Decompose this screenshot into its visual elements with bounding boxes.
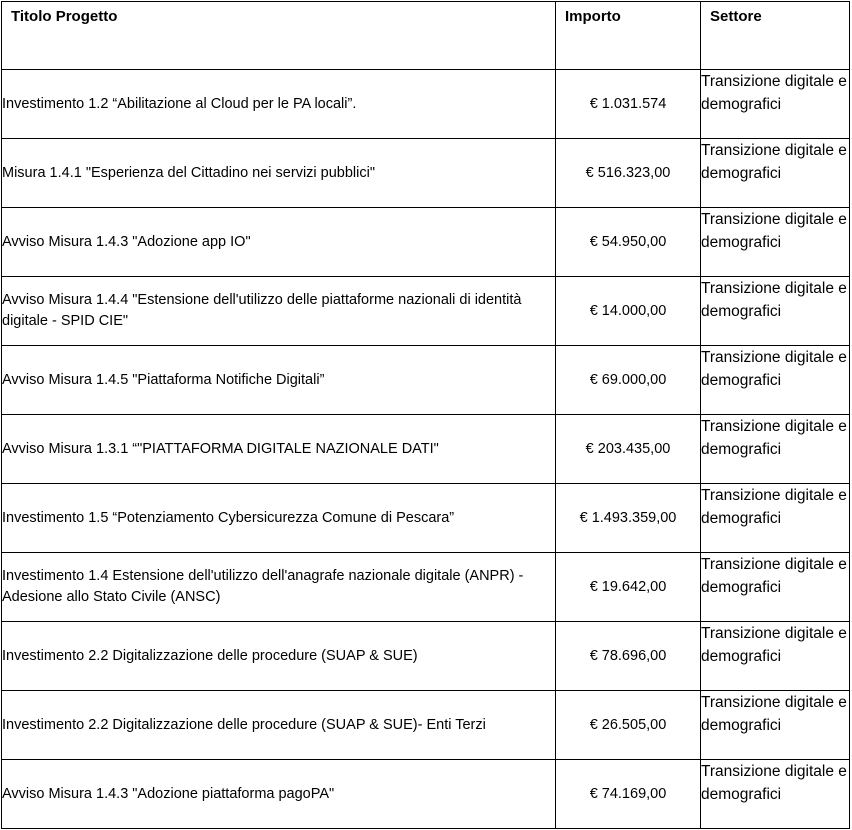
table-row — [2, 346, 850, 415]
table-row — [2, 622, 850, 691]
project-sector-cell: Transizione digitale e demografici — [701, 415, 850, 484]
table-row — [2, 415, 850, 484]
project-sector-cell: Transizione digitale e demografici — [701, 553, 850, 622]
table-row — [2, 70, 850, 139]
project-title-cell: Misura 1.4.1 "Esperienza del Cittadino nei servizi pubblici" — [2, 139, 556, 208]
project-title-cell: Avviso Misura 1.4.4 "Estensione dell'utilizzo delle piattaforme nazionali di identità digitale - SPID CIE" — [2, 277, 556, 346]
project-amount-cell: € 203.435,00 — [556, 415, 701, 484]
project-amount-cell: € 74.169,00 — [556, 760, 701, 829]
column-header-sector: Settore — [701, 2, 850, 70]
project-sector-cell: Transizione digitale e demografici — [701, 622, 850, 691]
project-title-cell: Investimento 1.5 “Potenziamento Cybersicurezza Comune di Pescara” — [2, 484, 556, 553]
project-amount-cell: € 78.696,00 — [556, 622, 701, 691]
project-title-cell: Investimento 2.2 Digitalizzazione delle procedure (SUAP & SUE) — [2, 622, 556, 691]
projects-table — [1, 1, 850, 829]
project-sector-cell: Transizione digitale e demografici — [701, 277, 850, 346]
project-amount-cell: € 516.323,00 — [556, 139, 701, 208]
table-row — [2, 691, 850, 760]
table-row — [2, 760, 850, 829]
project-sector-cell: Transizione digitale e demografici — [701, 691, 850, 760]
table-row — [2, 553, 850, 622]
table-row — [2, 208, 850, 277]
project-amount-cell: € 26.505,00 — [556, 691, 701, 760]
table-row — [2, 484, 850, 553]
project-amount-cell: € 1.031.574 — [556, 70, 701, 139]
project-title-cell: Investimento 2.2 Digitalizzazione delle procedure (SUAP & SUE)- Enti Terzi — [2, 691, 556, 760]
project-sector-cell: Transizione digitale e demografici — [701, 70, 850, 139]
table-row — [2, 139, 850, 208]
column-header-amount: Importo — [556, 2, 701, 70]
project-amount-cell: € 54.950,00 — [556, 208, 701, 277]
project-sector-cell: Transizione digitale e demografici — [701, 484, 850, 553]
project-amount-cell: € 1.493.359,00 — [556, 484, 701, 553]
table-header-row — [2, 2, 850, 70]
column-header-title: Titolo Progetto — [2, 2, 556, 70]
project-sector-cell: Transizione digitale e demografici — [701, 760, 850, 829]
project-amount-cell: € 19.642,00 — [556, 553, 701, 622]
project-title-cell: Avviso Misura 1.4.3 "Adozione piattaforma pagoPA" — [2, 760, 556, 829]
project-title-cell: Investimento 1.4 Estensione dell'utilizzo dell'anagrafe nazionale digitale (ANPR) - Adesione allo Stato Civile (ANSC) — [2, 553, 556, 622]
table-row — [2, 277, 850, 346]
project-amount-cell: € 69.000,00 — [556, 346, 701, 415]
project-title-cell: Avviso Misura 1.4.3 "Adozione app IO" — [2, 208, 556, 277]
project-title-cell: Avviso Misura 1.3.1 “"PIATTAFORMA DIGITALE NAZIONALE DATI" — [2, 415, 556, 484]
project-amount-cell: € 14.000,00 — [556, 277, 701, 346]
project-title-cell: Investimento 1.2 “Abilitazione al Cloud per le PA locali”. — [2, 70, 556, 139]
project-sector-cell: Transizione digitale e demografici — [701, 208, 850, 277]
project-title-cell: Avviso Misura 1.4.5 "Piattaforma Notifiche Digitali” — [2, 346, 556, 415]
project-sector-cell: Transizione digitale e demografici — [701, 139, 850, 208]
project-sector-cell: Transizione digitale e demografici — [701, 346, 850, 415]
